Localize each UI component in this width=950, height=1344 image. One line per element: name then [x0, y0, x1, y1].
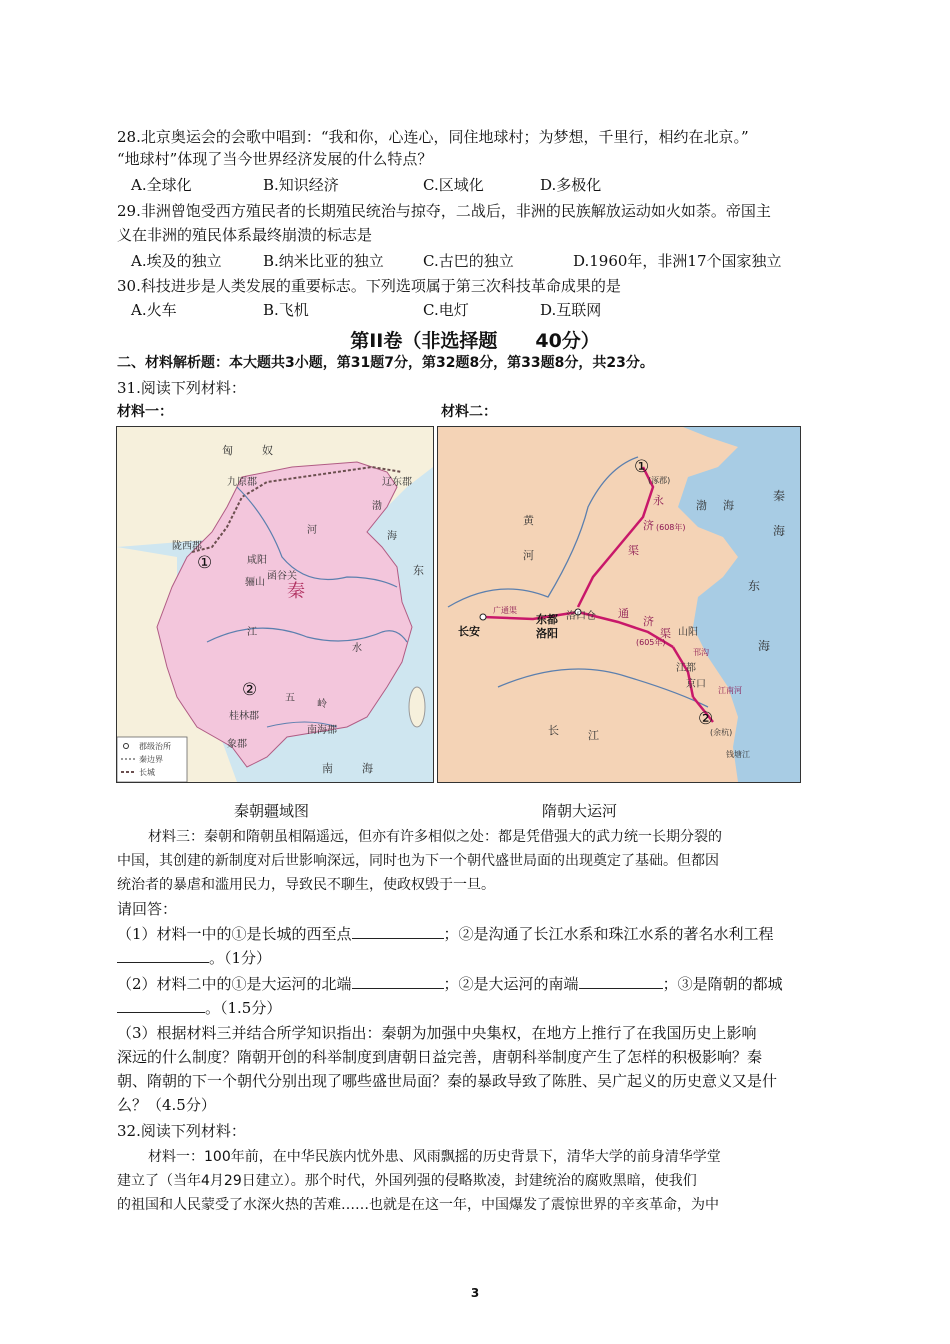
- q31-sub3-line3: 朝、隋朝的下一个朝代分别出现了哪些盛世局面？秦的暴政导致了陈胜、吴广起义的历史意义又是什: [117, 1072, 778, 1090]
- label-jiuyuan: 九原郡: [227, 477, 257, 488]
- q31-intro: 31.阅读下列材料：: [117, 379, 246, 397]
- label-tong: 通: [618, 607, 629, 620]
- q29-option-d: D.1960年，非洲17个国家独立: [573, 252, 782, 270]
- q32-intro: 32.阅读下列材料：: [117, 1122, 246, 1140]
- label-bohai-2: 海: [723, 499, 734, 512]
- label-guilin: 桂林郡: [229, 711, 259, 722]
- label-qin: 秦: [287, 581, 305, 602]
- label-qin-hai: 海: [773, 524, 786, 538]
- changan-city-dot: [480, 614, 486, 620]
- label-he: 河: [307, 525, 317, 536]
- marker-1-zhuojun: ①: [634, 457, 650, 477]
- label-qu-2: 渠: [660, 627, 671, 640]
- material1-label: 材料一：: [117, 404, 173, 420]
- answer-blank-canal-south[interactable]: [579, 972, 663, 989]
- legend-border-label: 秦边界: [139, 755, 163, 764]
- q29-option-a: A.埃及的独立: [131, 252, 222, 270]
- q30-option-c: C.电灯: [423, 301, 469, 319]
- answer-blank-water-project[interactable]: [117, 946, 209, 963]
- q31-sub2-line1: [117, 972, 783, 995]
- label-huang: 黄: [523, 514, 534, 527]
- q31-sub1-part-b: ；②是沟通了长江水系和珠江水系的著名水利工程: [443, 925, 774, 943]
- marker-2-lingqu: ②: [242, 680, 258, 700]
- q30-stem: 30.科技进步是人类发展的重要标志。下列选项属于第三次科技革命成果的是: [117, 277, 621, 295]
- label-south-sea-1: 南: [322, 762, 333, 775]
- q28-option-b: B.知识经济: [263, 176, 339, 194]
- q31-sub2-line2: [117, 996, 281, 1019]
- q31-sub1-part-c: 。（1分）: [209, 949, 272, 967]
- q31-sub2-part-a: （2）材料二中的①是大运河的北端: [117, 975, 352, 993]
- q29-stem-line1: 29.非洲曾饱受西方殖民者的长期殖民统治与掠夺，二战后，非洲的民族解放运动如火如荼。帝国主: [117, 202, 771, 220]
- q29-option-b: B.纳米比亚的独立: [263, 252, 384, 270]
- label-shui: 水: [352, 643, 362, 654]
- label-changan: 长安: [458, 625, 480, 638]
- label-south-sea-2: 海: [362, 762, 373, 775]
- label-wu: 五: [285, 693, 295, 704]
- label-he: 河: [523, 549, 534, 562]
- label-xiongnu-1: 匈: [222, 444, 233, 457]
- label-longxi: 陇西郡: [172, 541, 202, 552]
- q32-material1-line2: 建立了（当年4月29日建立）。那个时代，外国列强的侵略欺凌，封建统治的腐败黑暗，使我们: [117, 1173, 697, 1189]
- label-yong: 永: [653, 494, 664, 507]
- label-xiongnu-2: 奴: [262, 444, 273, 457]
- legend-prefecture-label: 郡级治所: [139, 742, 171, 751]
- label-bo: 渤: [372, 501, 382, 512]
- label-hangu: 函谷关: [267, 571, 297, 582]
- label-hangou: 邗沟: [693, 648, 709, 657]
- q29-stem-line2: 义在非洲的殖民体系最终崩溃的标志是: [117, 226, 373, 244]
- label-ji-1: 济: [643, 519, 654, 532]
- q31-sub1-line1: [117, 922, 774, 945]
- section2-intro: 二、材料解析题：本大题共3小题，第31题7分，第32题8分，第33题8分，共23分。: [117, 355, 654, 371]
- label-jiang: 江: [588, 729, 599, 742]
- page-number: 3: [470, 1286, 480, 1300]
- label-east-sea: 东: [413, 564, 424, 577]
- label-hai: 海: [387, 531, 397, 542]
- label-jiangdu: 江都: [676, 663, 696, 674]
- material2-label: 材料二：: [441, 404, 497, 420]
- answer-blank-sui-capital[interactable]: [117, 996, 205, 1013]
- label-jingkou: 京口: [686, 679, 706, 690]
- q30-option-d: D.互联网: [540, 301, 602, 319]
- label-yongji-year: (608年): [656, 523, 686, 532]
- label-liaodong: 辽东郡: [382, 477, 412, 488]
- material3-line1: 材料三：秦朝和隋朝虽相隔遥远，但亦有许多相似之处：都是凭借强大的武力统一长期分裂的: [148, 829, 722, 845]
- answer-blank-great-wall-west[interactable]: [352, 922, 444, 939]
- q28-option-c: C.区域化: [423, 176, 484, 194]
- label-shanyang: 山阳: [678, 627, 698, 638]
- q28-option-a: A.全球化: [131, 176, 192, 194]
- legend-wall-label: 长城: [139, 768, 155, 777]
- q28-stem-line1: 28.北京奥运会的会歌中唱到：“我和你，心连心，同住地球村；为梦想，千里行，相约在北京。”: [117, 128, 749, 146]
- q30-option-b: B.飞机: [263, 301, 309, 319]
- label-nanhaijun: 南海郡: [307, 725, 337, 736]
- label-luokoucang: 洛口仓: [566, 611, 596, 622]
- q28-option-d: D.多极化: [540, 176, 602, 194]
- q30-option-a: A.火车: [131, 301, 177, 319]
- q31-sub2-part-b: ；②是大运河的南端: [443, 975, 579, 993]
- q31-sub2-part-c: ；③是隋朝的都城: [662, 975, 783, 993]
- material3-line3: 统治者的暴虐和滥用民力，导致民不聊生，使政权毁于一旦。: [117, 877, 495, 893]
- label-xianyang: 咸阳: [247, 555, 267, 566]
- label-qin-sea: 秦: [773, 489, 786, 503]
- marker-1-great-wall-west: ①: [197, 553, 213, 573]
- label-hai: 海: [758, 639, 771, 653]
- sui-grand-canal-map: [437, 426, 801, 783]
- label-luoyang: 洛阳: [536, 627, 558, 640]
- label-zhuo: (涿郡): [648, 476, 671, 485]
- label-lishan: 骊山: [245, 577, 265, 588]
- q32-material1-line3: 的祖国和人民蒙受了水深火热的苦难……也就是在这一年，中国爆发了震惊世界的辛亥革命，为中: [117, 1197, 719, 1213]
- label-qu-1: 渠: [628, 544, 639, 557]
- q29-option-c: C.古巴的独立: [423, 252, 514, 270]
- qin-map-taiwan: [409, 687, 425, 727]
- q31-sub1-line2: [117, 946, 271, 969]
- label-guangtongqu: 广通渠: [493, 606, 517, 615]
- section-title: 第II卷（非选择题 40分）: [350, 330, 600, 352]
- label-qiantangjiang: 钱塘江: [726, 750, 750, 759]
- q31-sub3-line2: 深远的什么制度？隋朝开创的科举制度到唐朝日益完善，唐朝科举制度产生了怎样的积极影响？秦: [117, 1048, 763, 1066]
- q31-sub2-part-d: 。（1.5分）: [205, 999, 282, 1017]
- label-dongdu: 东都: [536, 613, 558, 626]
- q31-sub1-part-a: （1）材料一中的①是长城的西至点: [117, 925, 352, 943]
- qin-map-caption: 秦朝疆域图: [234, 802, 310, 820]
- material3-line2: 中国，其创建的新制度对后世影响深远，同时也为下一个朝代盛世局面的出现奠定了基础。但都因: [117, 853, 719, 869]
- label-ling: 岭: [317, 699, 327, 710]
- label-bohai-1: 渤: [696, 499, 707, 512]
- label-xiangjun: 象郡: [227, 739, 247, 750]
- label-yuhang: (余杭): [710, 728, 733, 737]
- qin-territory-map: [116, 426, 434, 783]
- marker-2-yuhang: ②: [698, 709, 714, 729]
- q32-material1-line1: 材料一：100年前，在中华民族内忧外患、风雨飘摇的历史背景下，清华大学的前身清华学堂: [148, 1149, 721, 1165]
- q31-sub3-line1: （3）根据材料三并结合所学知识指出：秦朝为加强中央集权，在地方上推行了在我国历史上影响: [117, 1024, 757, 1042]
- sui-map-caption: 隋朝大运河: [542, 802, 618, 820]
- label-jiang: 江: [247, 627, 257, 638]
- q31-sub3-line4: 么？（4.5分）: [117, 1096, 216, 1114]
- answer-blank-canal-north[interactable]: [352, 972, 444, 989]
- label-tongji-year: (605年): [636, 638, 666, 647]
- label-dong: 东: [748, 579, 761, 593]
- label-chang: 长: [548, 724, 559, 737]
- label-ji-2: 济: [643, 615, 654, 628]
- q28-stem-line2: “地球村”体现了当今世界经济发展的什么特点？: [117, 150, 433, 168]
- label-jiangnanhe: 江南河: [718, 686, 742, 695]
- please-answer: 请回答：: [117, 900, 178, 918]
